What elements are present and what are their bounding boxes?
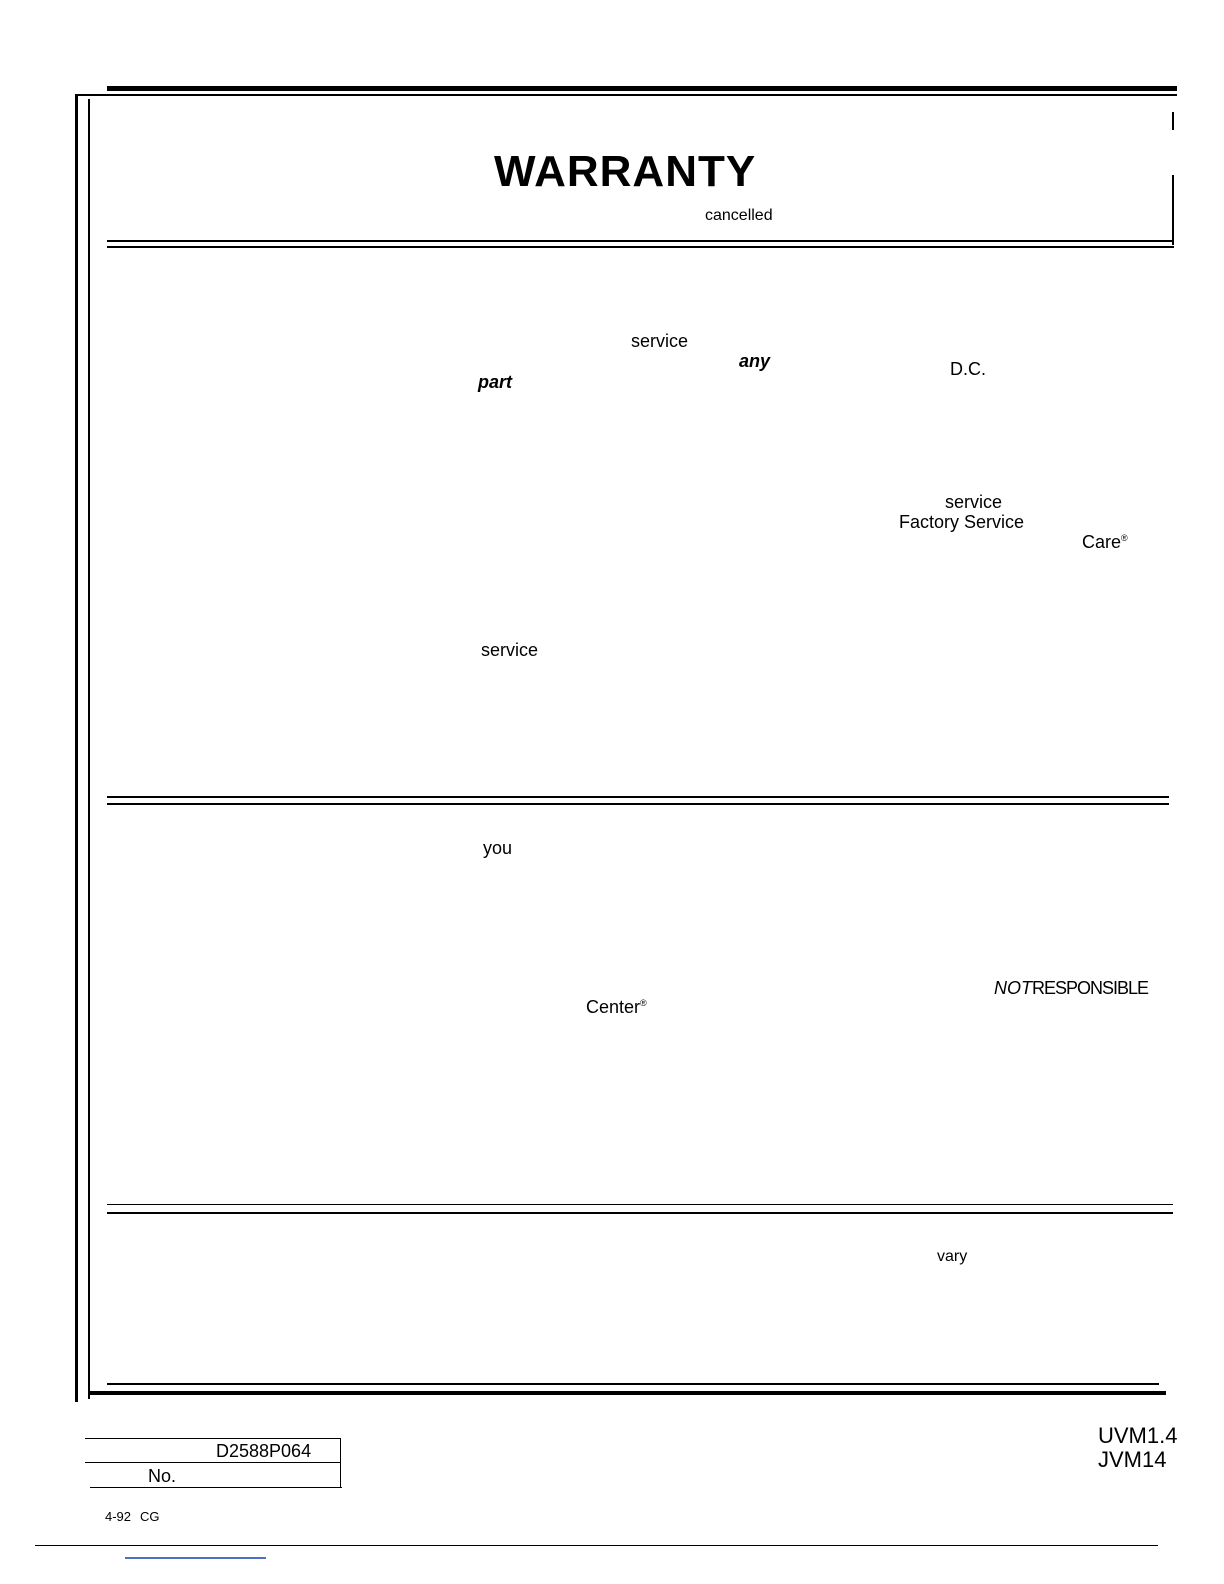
section3-bottom-rule-1 <box>107 1383 1159 1385</box>
s2-not-responsible <box>994 979 1148 997</box>
s1-word-part: part <box>478 372 513 392</box>
top-thin-rule <box>75 94 1177 96</box>
footer-print-code: CG <box>140 1509 160 1524</box>
footer-box-mid-rule <box>85 1462 341 1463</box>
footer-model-clip <box>1098 1423 1178 1475</box>
s1-care-registered-mark: ® <box>1121 533 1128 543</box>
s2-word-not: NOT <box>994 978 1032 998</box>
footer-model-line-2: JVM14 <box>1098 1447 1167 1472</box>
s1-word-service-2: service <box>945 492 1003 512</box>
section1-bottom-rule-2 <box>107 803 1169 805</box>
section1-bottom-rule-1 <box>107 796 1169 798</box>
header-right-tick-1 <box>1172 112 1174 130</box>
warranty-subtitle: cancelled <box>705 207 773 224</box>
header-bottom-rule-1 <box>107 240 1174 242</box>
s1-word-service-1: service <box>631 331 689 351</box>
s2-word-responsible: RESPONSIBLE <box>1032 978 1149 998</box>
warranty-title: WARRANTY <box>494 147 757 196</box>
footer-date-code: 4-92 <box>105 1509 132 1524</box>
section2-bottom-rule-1 <box>107 1204 1173 1205</box>
top-thick-rule <box>107 86 1177 91</box>
header-right-tick-2 <box>1172 175 1174 245</box>
left-outer-border <box>75 94 78 1402</box>
left-inner-border <box>88 99 90 1399</box>
s1-word-factory-service: Factory Service <box>899 512 1025 532</box>
s2-word-you: you <box>483 838 513 858</box>
section3-bottom-rule-2 <box>90 1391 1166 1395</box>
section2-bottom-rule-2 <box>107 1212 1173 1214</box>
s2-center-registered-mark: ® <box>640 998 647 1008</box>
footer-bottom-rule <box>35 1545 1158 1546</box>
s2-word-center <box>586 998 647 1016</box>
header-bottom-rule-2 <box>107 246 1174 248</box>
footer-box-bottom-rule <box>90 1487 342 1488</box>
s1-care-text: Care <box>1082 532 1122 552</box>
footer-box-top-rule <box>85 1438 341 1439</box>
s3-word-vary: vary <box>937 1248 968 1265</box>
s1-word-care <box>1082 533 1128 551</box>
footer-part-number: D2588P064 <box>216 1441 312 1461</box>
s1-word-any: any <box>739 351 771 371</box>
footer-box-right-border <box>340 1438 341 1488</box>
s2-center-text: Center <box>586 997 641 1017</box>
footer-model-line-1: UVM1.4 <box>1098 1423 1178 1448</box>
s1-word-dc: D.C. <box>950 359 986 379</box>
footer-no-label: No. <box>148 1466 177 1486</box>
footer-blue-rule <box>125 1557 266 1559</box>
s1-word-service-3: service <box>481 640 539 660</box>
